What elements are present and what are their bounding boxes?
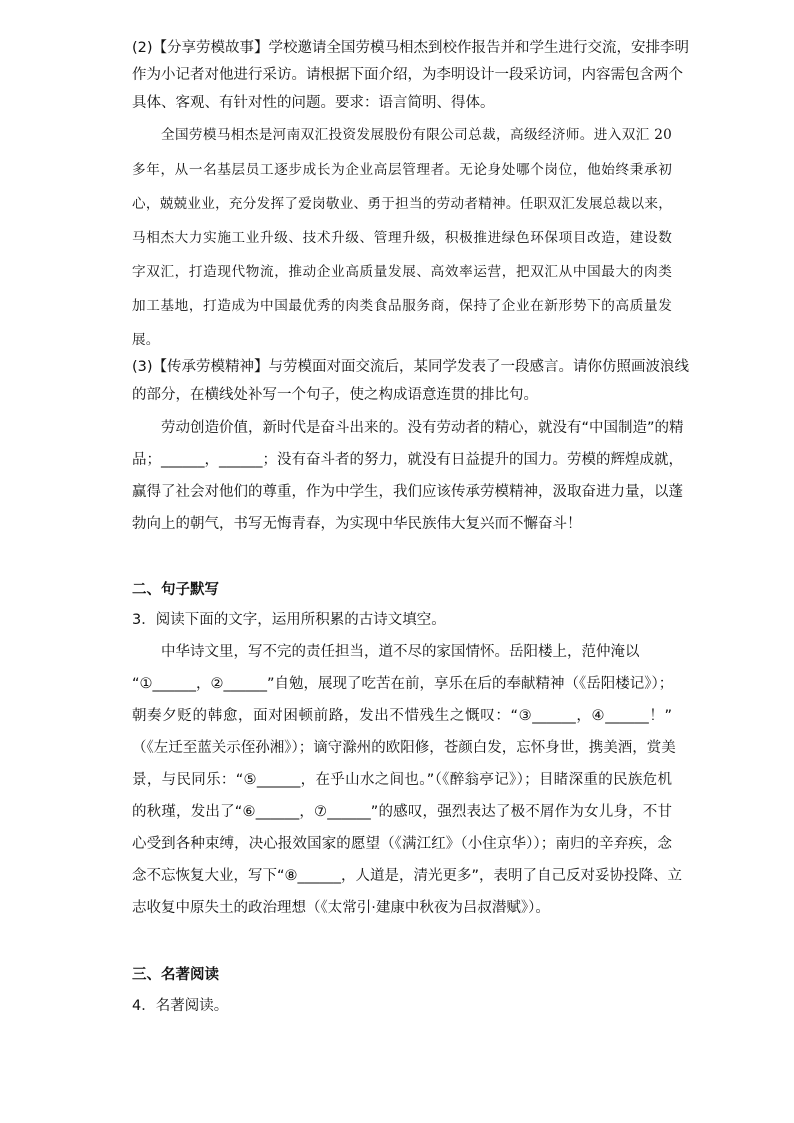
q3-line-2: 的部分，在横线处补写一个句子，使之构成语意连贯的排比句。 xyxy=(132,387,538,403)
section2-line-3: 朝奏夕贬的韩愈，面对困顿前路，发出不惜残生之慨叹：“③______，④______！” xyxy=(132,708,672,724)
question-4: 4．名著阅读。 xyxy=(132,998,229,1014)
section-heading-3: 三、名著阅读 xyxy=(132,967,219,983)
section2-line-8: 念不忘恢复大业，写下“⑧______，人道是，清光更多”，表明了自己反对妥协投降、立 xyxy=(132,868,683,884)
section2-line-7: 心受到各种束缚，决心报效国家的愿望（《满江红》（小住京华））；南归的辛弃疾，念 xyxy=(132,836,672,852)
section2-line-9: 志收复中原失土的政治理想（《太常引·建康中秋夜为吕叔潜赋》）。 xyxy=(132,900,550,916)
passage-line-4: 马相杰大力实施工业升级、技术升级、管理升级，积极推进绿色环保项目改造，建设数 xyxy=(132,230,672,246)
section2-line-4: （《左迁至蓝关示侄孙湘》）；谪守滁州的欧阳修，苍颜白发，忘怀身世，携美酒，赏美 xyxy=(132,740,676,756)
passage-line-2: 多年，从一名基层员工逐步成长为企业高层管理者。无论身处哪个岗位，他始终秉承初 xyxy=(132,162,672,178)
section2-line-2: “①______，②______”自勉，展现了吃苦在前，享乐在后的奉献精神（《岳阳楼记》）； xyxy=(132,676,674,692)
q2-line-2: 作为小记者对他进行采访。请根据下面介绍，为李明设计一段采访词，内容需包含两个 xyxy=(132,67,683,83)
q3-paragraph-line-3: 赢得了社会对他们的尊重，作为中学生，我们应该传承劳模精神，汲取奋进力量，以蓬 xyxy=(132,484,683,500)
passage-line-5: 字双汇，打造现代物流，推动企业高质量发展、高效率运营，把双汇从中国最大的肉类 xyxy=(132,264,672,280)
passage-line-7: 展。 xyxy=(132,332,160,348)
passage-line-1: 全国劳模马相杰是河南双汇投资发展股份有限公司总裁，高级经济师。进入双汇 20 xyxy=(161,127,672,143)
section2-line-5: 景，与民同乐：“⑤______，在乎山水之间也。”（《醉翁亭记》）；目睹深重的民族危机 xyxy=(132,772,672,788)
question-3: 3．阅读下面的文字，运用所积累的古诗文填空。 xyxy=(132,612,446,628)
passage-line-6: 加工基地，打造成为中国最优秀的肉类食品服务商，保持了企业在新形势下的高质量发 xyxy=(132,298,672,314)
q3-paragraph-line-4: 勃向上的朝气，书写无悔青春，为实现中华民族伟大复兴而不懈奋斗！ xyxy=(132,516,582,532)
q3-paragraph-line-1: 劳动创造价值，新时代是奋斗出来的。没有劳动者的精心，就没有“中国制造”的精 xyxy=(161,420,684,436)
q3-paragraph-line-2: 品；______，______；没有奋斗者的努力，就没有日益提升的国力。劳模的辉煌成就， xyxy=(132,452,683,468)
passage-line-3: 心，兢兢业业，充分发挥了爱岗敬业、勇于担当的劳动者精神。任职双汇发展总裁以来， xyxy=(132,196,672,212)
q3-line-1: (3)【传承劳模精神】与劳模面对面交流后，某同学发表了一段感言。请你仿照画波浪线 xyxy=(132,359,690,375)
section2-line-6: 的秋瑾，发出了“⑥______，⑦______”的感叹，强烈表达了极不屑作为女儿身，不甘 xyxy=(132,804,672,820)
q2-line-1: (2)【分享劳模故事】学校邀请全国劳模马相杰到校作报告并和学生进行交流，安排李明 xyxy=(132,40,690,56)
section-heading-2: 二、句子默写 xyxy=(132,582,219,598)
section2-line-1: 中华诗文里，写不完的责任担当，道不尽的家国情怀。岳阳楼上，范仲淹以 xyxy=(161,644,640,660)
q2-line-3: 具体、客观、有针对性的问题。要求：语言简明、得体。 xyxy=(132,95,495,111)
